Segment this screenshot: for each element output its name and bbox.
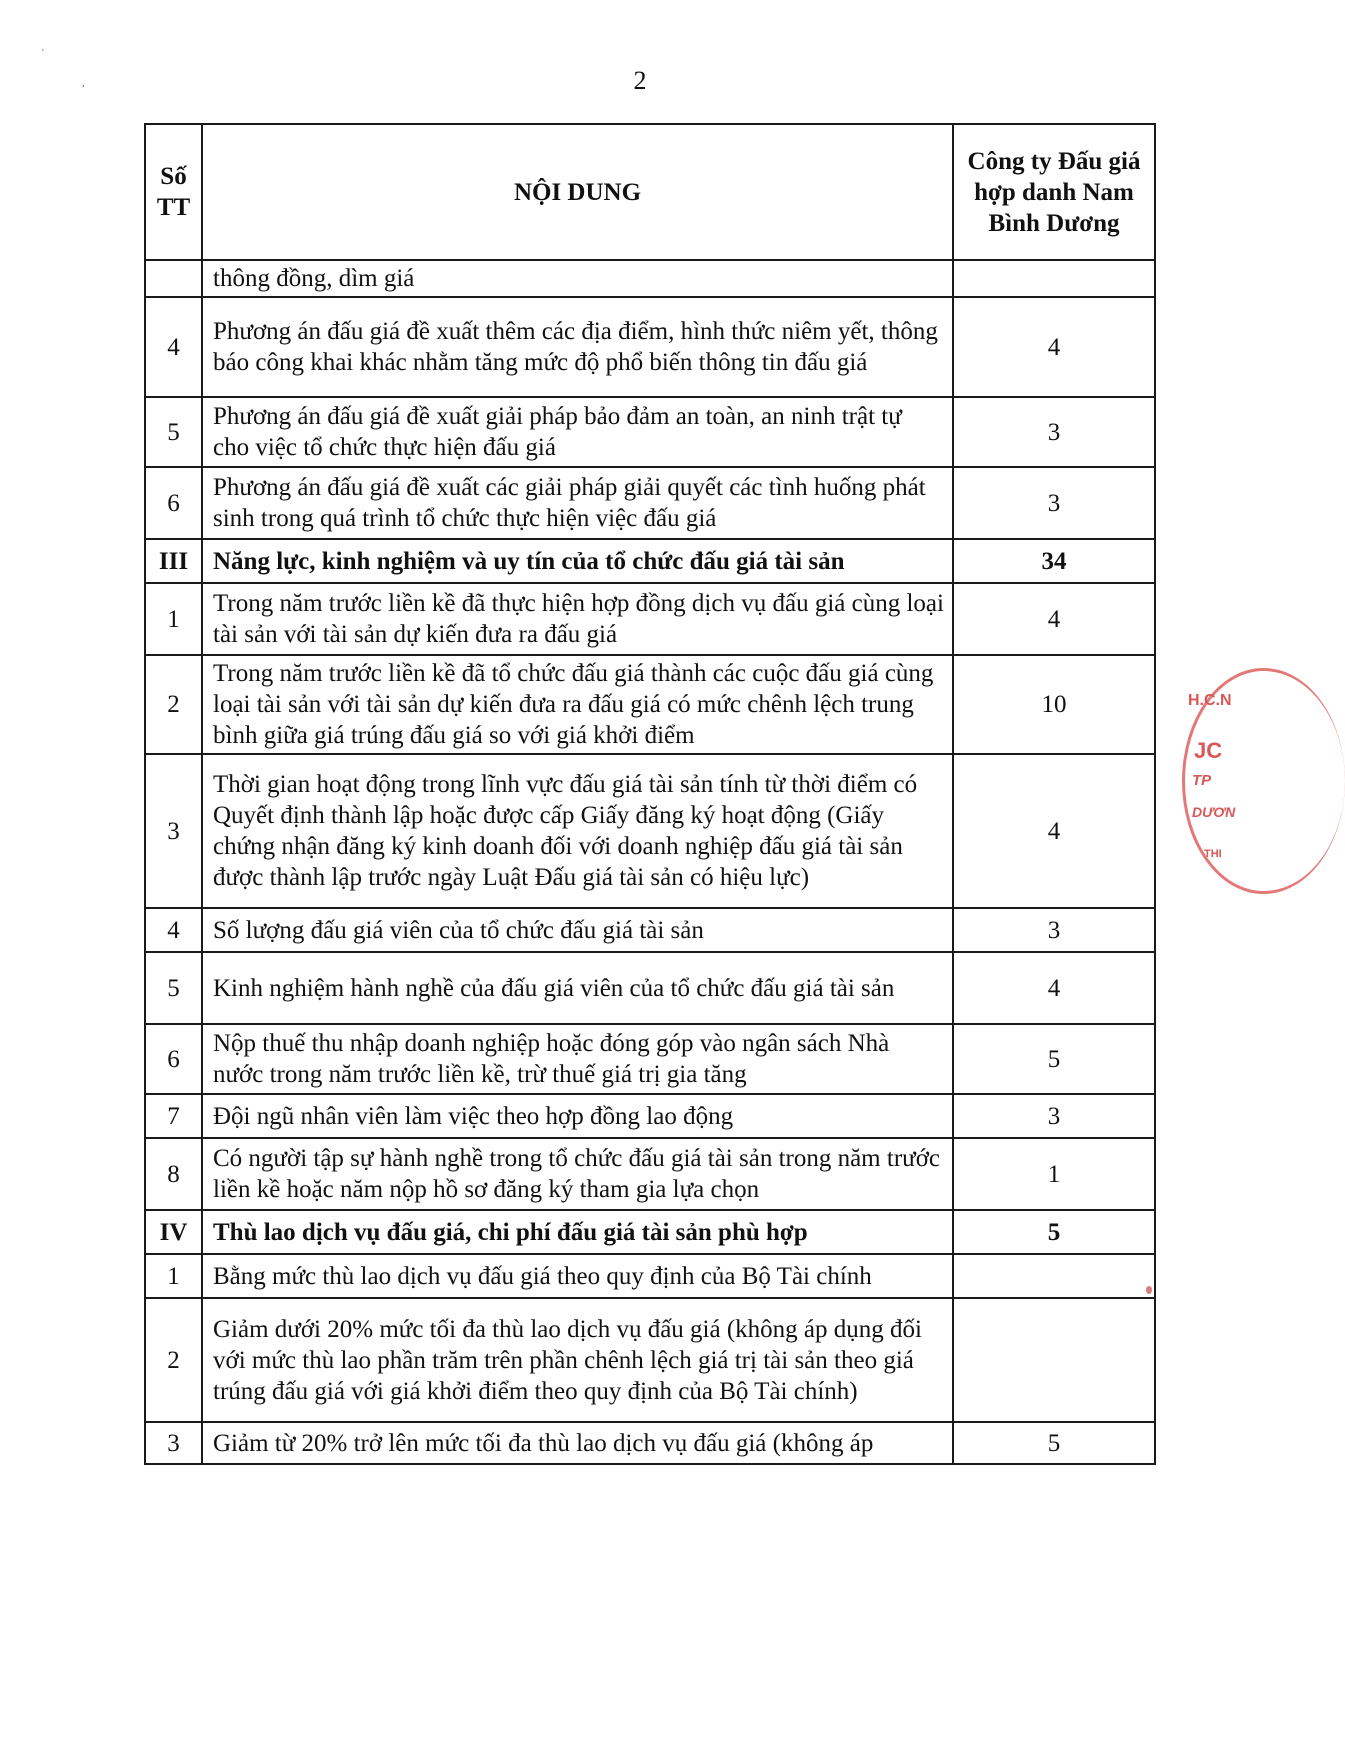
row-number: 2: [145, 1298, 202, 1422]
stamp-text: JC: [1194, 738, 1223, 763]
row-number: 7: [145, 1094, 202, 1138]
row-content: Số lượng đấu giá viên của tổ chức đấu giá tài sản: [202, 908, 953, 952]
header-no: Số TT: [145, 124, 202, 260]
row-content: Phương án đấu giá đề xuất các giải pháp giải quyết các tình huống phát sinh trong quá trình tổ chức thực hiện việc đấu giá: [202, 467, 953, 539]
row-number: III: [145, 539, 202, 583]
row-score: 5: [953, 1210, 1155, 1254]
section-row: [145, 539, 1155, 583]
row-content: Phương án đấu giá đề xuất thêm các địa điểm, hình thức niêm yết, thông báo công khai khác nhằm tăng mức độ phổ biến thông tin đấu giá: [202, 297, 953, 397]
row-content: thông đồng, dìm giá: [202, 260, 953, 297]
table-row: [145, 397, 1155, 467]
row-number: 4: [145, 297, 202, 397]
row-number: IV: [145, 1210, 202, 1254]
table-row: [145, 908, 1155, 952]
row-number: 4: [145, 908, 202, 952]
row-number: 2: [145, 655, 202, 754]
section-row: [145, 1210, 1155, 1254]
table-row: [145, 1422, 1155, 1464]
header-content: NỘI DUNG: [202, 124, 953, 260]
page-number: 2: [633, 66, 647, 95]
table-row: [145, 583, 1155, 655]
row-score: [953, 260, 1155, 297]
scan-speck: ,: [82, 78, 85, 89]
row-score: 5: [953, 1422, 1155, 1464]
row-number: [145, 260, 202, 297]
table-row: [145, 297, 1155, 397]
red-seal-stamp: [1182, 668, 1262, 888]
table-row: [145, 1254, 1155, 1298]
row-content: Phương án đấu giá đề xuất giải pháp bảo đảm an toàn, an ninh trật tự cho việc tổ chức thực hiện đấu giá: [202, 397, 953, 467]
row-score: 3: [953, 908, 1155, 952]
row-score: 3: [953, 467, 1155, 539]
row-score: [953, 1298, 1155, 1422]
row-number: 1: [145, 1254, 202, 1298]
row-score: 4: [953, 754, 1155, 908]
table-row: [145, 952, 1155, 1024]
table-header-row: [145, 124, 1155, 260]
table-row: [145, 1024, 1155, 1094]
stamp-text: THI: [1204, 848, 1222, 860]
row-content: Trong năm trước liền kề đã tổ chức đấu giá thành các cuộc đấu giá cùng loại tài sản với tài sản dự kiến đưa ra đấu giá có mức chênh lệch trung bình giữa giá trúng đấu giá so với giá khởi điểm: [202, 655, 953, 754]
stamp-text: DƯƠN: [1192, 804, 1236, 820]
scoring-table: [144, 123, 1156, 1465]
ink-mark: [1146, 1286, 1152, 1294]
row-score: 4: [953, 952, 1155, 1024]
row-number: 1: [145, 583, 202, 655]
table-row: [145, 754, 1155, 908]
table-row: [145, 655, 1155, 754]
row-score: 1: [953, 1138, 1155, 1210]
row-number: 5: [145, 397, 202, 467]
row-content: Trong năm trước liền kề đã thực hiện hợp đồng dịch vụ đấu giá cùng loại tài sản với tài sản dự kiến đưa ra đấu giá: [202, 583, 953, 655]
row-score: 3: [953, 1094, 1155, 1138]
row-score: 4: [953, 297, 1155, 397]
row-content: Thời gian hoạt động trong lĩnh vực đấu giá tài sản tính từ thời điểm có Quyết định thành lập hoặc được cấp Giấy đăng ký hoạt động (Giấy chứng nhận đăng ký kinh doanh đối với doanh nghiệp đấu giá tài sản được thành lập trước ngày Luật Đấu giá tài sản có hiệu lực): [202, 754, 953, 908]
scan-speck: ': [42, 48, 44, 59]
table-body: [145, 260, 1155, 1464]
row-number: 8: [145, 1138, 202, 1210]
header-company: Công ty Đấu giá hợp danh Nam Bình Dương: [953, 124, 1155, 260]
row-content: Nộp thuế thu nhập doanh nghiệp hoặc đóng góp vào ngân sách Nhà nước trong năm trước liền kề, trừ thuế giá trị gia tăng: [202, 1024, 953, 1094]
table-row: [145, 467, 1155, 539]
table-row: [145, 1138, 1155, 1210]
row-number: 3: [145, 754, 202, 908]
row-score: 3: [953, 397, 1155, 467]
row-content: Giảm dưới 20% mức tối đa thù lao dịch vụ đấu giá (không áp dụng đối với mức thù lao phần trăm trên phần chênh lệch giá trị tài sản theo giá trúng đấu giá với giá khởi điểm theo quy định của Bộ Tài chính): [202, 1298, 953, 1422]
row-score: 34: [953, 539, 1155, 583]
row-content: Năng lực, kinh nghiệm và uy tín của tổ chức đấu giá tài sản: [202, 539, 953, 583]
row-content: Giảm từ 20% trở lên mức tối đa thù lao dịch vụ đấu giá (không áp: [202, 1422, 953, 1464]
row-score: 10: [953, 655, 1155, 754]
row-content: Kinh nghiệm hành nghề của đấu giá viên của tổ chức đấu giá tài sản: [202, 952, 953, 1024]
row-number: 5: [145, 952, 202, 1024]
row-score: 5: [953, 1024, 1155, 1094]
row-score: 4: [953, 583, 1155, 655]
stamp-text: TP: [1192, 772, 1212, 789]
row-number: 3: [145, 1422, 202, 1464]
row-number: 6: [145, 467, 202, 539]
table-row: [145, 1094, 1155, 1138]
stamp-text: H.C.N: [1188, 692, 1232, 709]
row-content: Thù lao dịch vụ đấu giá, chi phí đấu giá tài sản phù hợp: [202, 1210, 953, 1254]
table-row: [145, 1298, 1155, 1422]
row-score: [953, 1254, 1155, 1298]
row-number: 6: [145, 1024, 202, 1094]
row-content: Bằng mức thù lao dịch vụ đấu giá theo quy định của Bộ Tài chính: [202, 1254, 953, 1298]
table-row: [145, 260, 1155, 297]
row-content: Có người tập sự hành nghề trong tổ chức đấu giá tài sản trong năm trước liền kề hoặc năm nộp hồ sơ đăng ký tham gia lựa chọn: [202, 1138, 953, 1210]
row-content: Đội ngũ nhân viên làm việc theo hợp đồng lao động: [202, 1094, 953, 1138]
